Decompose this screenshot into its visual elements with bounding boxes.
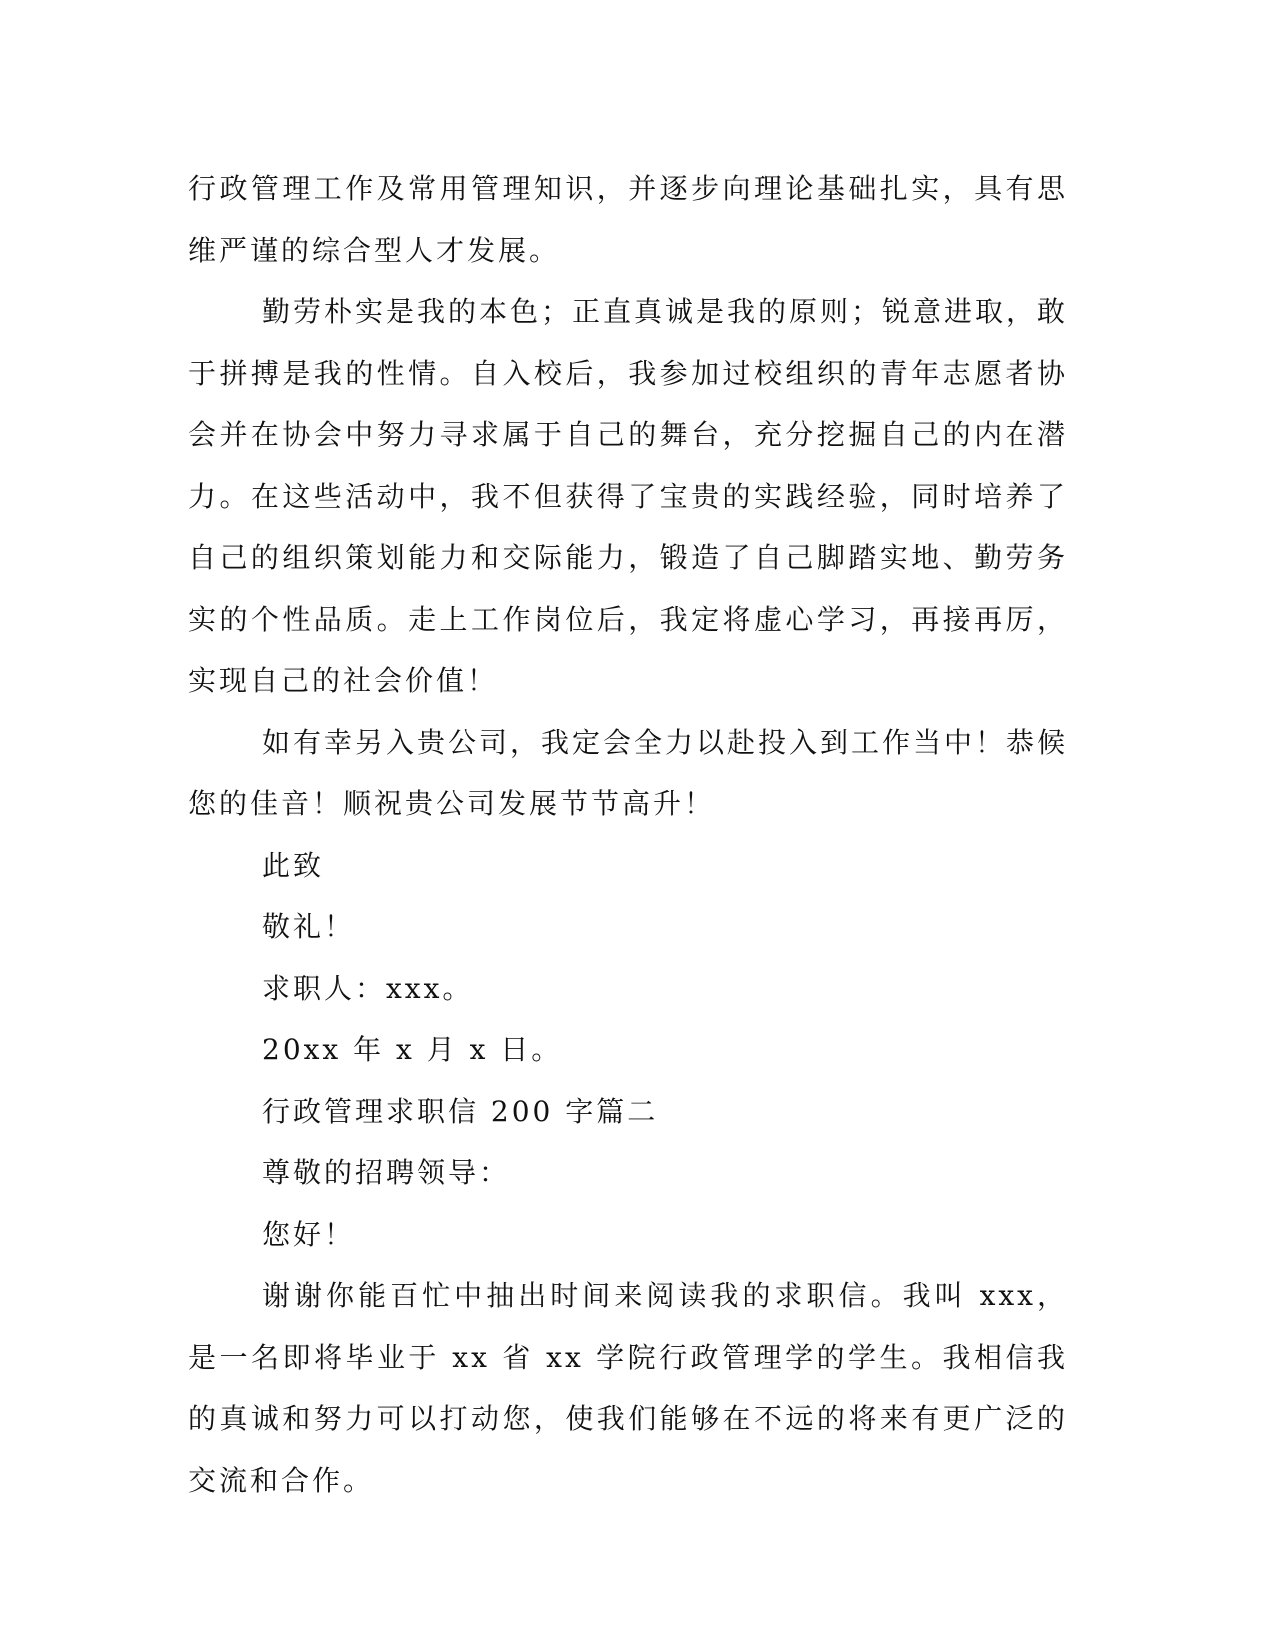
paragraph-introduction: 谢谢你能百忙中抽出时间来阅读我的求职信。我叫 xxx，是一名即将毕业于 xx 省 xx 学院行政管理学的学生。我相信我的真诚和努力可以打动您，使我们能够在不远的将来有更广泛的交流和合作。 [188, 1279, 1068, 1497]
paragraph-closing-wish: 如有幸另入贵公司，我定会全力以赴投入到工作当中！恭候您的佳音！顺祝贵公司发展节节高升！ [188, 725, 1069, 820]
salutation-jingli: 敬礼！ [262, 910, 356, 943]
applicant-signature: 求职人：xxx。 [262, 971, 474, 1005]
paragraph-continuation: 行政管理工作及常用管理知识，并逐步向理论基础扎实，具有思维严谨的综合型人才发展。 [188, 172, 1068, 267]
letter-date: 20xx 年 x 月 x 日。 [262, 1033, 563, 1066]
document-body [188, 158, 1068, 1511]
greeting-recipient: 尊敬的招聘领导： [262, 1156, 511, 1189]
salutation-cizhi: 此致 [262, 848, 325, 882]
paragraph-character: 勤劳朴实是我的本色；正直真诚是我的原则；锐意进取，敢于拼搏是我的性情。自入校后，我参加过校组织的青年志愿者协会并在协会中努力寻求属于自己的舞台，充分挖掘自己的内在潜力。在这些活动中，我不但获得了宝贵的实践经验，同时培养了自己的组织策划能力和交际能力，锻造了自己脚踏实地、勤劳务实的个性品质。走上工作岗位后，我定将虚心学习，再接再厉，实现自己的社会价值！ [188, 295, 1069, 697]
greeting-hello: 您好！ [262, 1217, 356, 1251]
section-title: 行政管理求职信 200 字篇二 [262, 1094, 659, 1128]
